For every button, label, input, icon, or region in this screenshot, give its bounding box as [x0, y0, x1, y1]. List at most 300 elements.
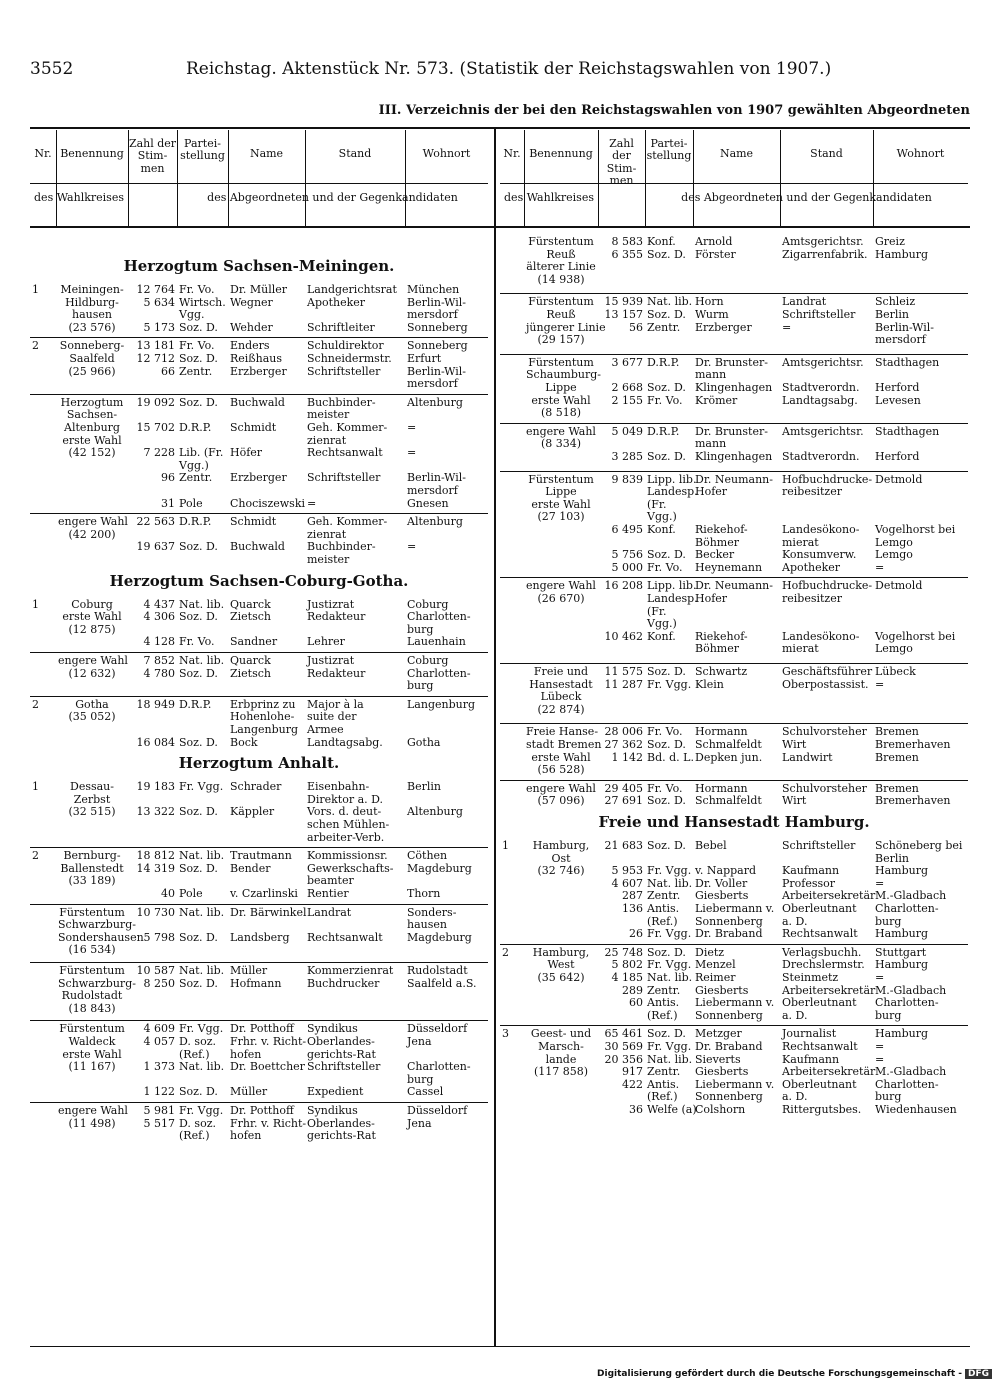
wahlkreis-name: (12 632): [68, 666, 116, 680]
party: Antis.: [647, 996, 680, 1010]
candidate-name: Bebel: [695, 839, 727, 852]
head-mid-rule: [30, 183, 488, 184]
party: Vgg.): [647, 617, 677, 631]
party: Antis.: [647, 1077, 680, 1091]
party: D.R.P.: [179, 515, 212, 529]
candidate-name: Dr. Potthoff: [230, 1104, 294, 1117]
party: Fr. Vo.: [179, 635, 215, 649]
party: D.R.P.: [179, 421, 212, 434]
candidate-name: Hormann: [695, 781, 748, 795]
occupation: Schriftsteller: [782, 839, 856, 852]
residence: hausen: [407, 918, 447, 932]
party: Soz. D.: [179, 540, 218, 554]
wahlkreis-name: (12 875): [68, 622, 116, 636]
residence: Lemgo: [875, 548, 913, 562]
residence: =: [407, 421, 417, 434]
occupation: Schulvorsteher: [782, 725, 867, 739]
wahlkreis-name: Sachsen-: [66, 408, 118, 422]
occupation: Kommerzienrat: [307, 964, 394, 977]
residence: Herford: [875, 450, 920, 463]
column-header: des Wahlkreises: [34, 191, 124, 204]
column-header: Benennung: [529, 147, 593, 160]
col-rule: [780, 130, 781, 226]
wahlkreis-name: erste Wahl: [531, 750, 591, 764]
vote-count: 10 587: [136, 964, 175, 977]
wahlkreis-name: (25 966): [68, 364, 116, 378]
party: Fr. Vo.: [647, 560, 683, 574]
party: Soz. D.: [179, 666, 218, 680]
column-header: Partei- stellung: [180, 137, 225, 163]
candidate-name: Sieverts: [695, 1052, 741, 1066]
wahlkreis-name: (29 157): [537, 333, 585, 347]
column-header: Name: [249, 147, 284, 160]
party: Soz. D.: [647, 794, 686, 808]
candidate-name: Riekehof-: [695, 629, 748, 643]
candidate-name: Klingenhagen: [695, 381, 773, 394]
occupation: Schneidermstr.: [307, 352, 392, 365]
candidate-name: Sonnenberg: [695, 914, 763, 928]
vote-count: 16 084: [136, 735, 175, 749]
occupation: Landtagsabg.: [307, 735, 383, 749]
vote-count: 27 691: [604, 794, 643, 808]
wahlkreis-name: Ost: [551, 851, 571, 865]
party: Nat. lib.: [647, 876, 693, 890]
residence: Berlin-Wil-: [407, 295, 466, 309]
party: Soz. D.: [179, 320, 218, 334]
candidate-name: Schmalfeldt: [695, 794, 762, 808]
vote-count: 40: [161, 887, 175, 900]
candidate-name: Riekehof-: [695, 523, 748, 536]
residence: Thorn: [407, 887, 441, 900]
party: Soz. D.: [179, 976, 218, 990]
wahlkreis-name: Altenburg: [64, 421, 120, 434]
block-rule: [500, 723, 968, 724]
wahlkreis-name: Lübeck: [540, 690, 582, 704]
vote-count: 1 373: [143, 1060, 175, 1074]
column-header: Stand: [810, 147, 843, 160]
vote-count: 2 668: [611, 381, 643, 394]
residence: Vogelhorst bei: [875, 629, 956, 643]
block-rule: [500, 663, 968, 664]
candidate-name: Schrader: [230, 780, 282, 794]
occupation: Verlagsbuchh.: [782, 945, 862, 959]
vote-count: 2 155: [611, 393, 643, 407]
candidate-name: Zietsch: [230, 666, 271, 680]
party: Nat. lib.: [179, 597, 225, 611]
block-rule: [500, 780, 968, 781]
block-rule: [500, 577, 968, 578]
candidate-name: Klingenhagen: [695, 450, 773, 463]
residence: Charlotten-: [875, 996, 939, 1010]
residence: Schleiz: [875, 295, 916, 309]
wahlkreis-name: Lippe: [545, 485, 577, 499]
wahlkreis-name: Schwarzburg-: [58, 918, 136, 932]
candidate-name: Dr. Neumann-: [695, 579, 773, 593]
residence: Cöthen: [407, 849, 448, 863]
block-rule: [30, 962, 488, 963]
candidate-name: Liebermann v.: [695, 996, 775, 1010]
vote-count: 7 852: [143, 654, 175, 667]
occupation: Major à la: [307, 697, 364, 711]
wahlkreis-name: Gotha: [75, 697, 109, 711]
wahlkreis-name: Lippe: [545, 381, 577, 394]
candidate-name: Depken jun.: [695, 750, 763, 764]
vote-count: 11 287: [604, 677, 643, 691]
candidate-name: v. Nappard: [695, 864, 757, 878]
residence: burg: [407, 622, 434, 636]
occupation: Wirt: [782, 794, 807, 808]
wahlkreis-name: Freie Hanse-: [526, 725, 599, 739]
candidate-name: Klein: [695, 677, 724, 691]
wahlkreis-name: Waldeck: [68, 1035, 116, 1048]
occupation: Landgerichtsrat: [307, 283, 397, 296]
wahlkreis-name: (33 189): [68, 874, 116, 888]
wahlkreis-name: lande: [545, 1052, 577, 1066]
wahlkreis-name: (42 200): [68, 527, 116, 541]
column-header: Stand: [338, 147, 372, 160]
wahlkreis-nr: 2: [32, 697, 39, 711]
candidate-name: Müller: [230, 1085, 268, 1099]
vote-count: 96: [161, 471, 175, 485]
column-header: des Abgeordneten und der Gegenkandidaten: [207, 191, 458, 204]
occupation: zienrat: [307, 433, 347, 447]
occupation: Apotheker: [782, 560, 841, 574]
vote-count: 1 142: [611, 750, 643, 764]
wahlkreis-name: Saalfeld: [69, 352, 115, 365]
candidate-name: Liebermann v.: [695, 902, 775, 915]
occupation: mierat: [782, 535, 819, 549]
party: D. soz.: [179, 1035, 216, 1048]
residence: Bremen: [875, 781, 919, 795]
vote-count: 19 092: [136, 395, 175, 409]
residence: Sonneberg: [407, 320, 468, 334]
party: Soz. D.: [179, 735, 218, 749]
candidate-name: Dr. Brunster-: [695, 355, 768, 369]
party: Vgg.): [179, 458, 209, 472]
party: Konf.: [647, 235, 676, 248]
party: Soz. D.: [647, 247, 686, 261]
occupation: Landesökono-: [782, 629, 860, 643]
vote-count: 4 607: [611, 876, 643, 890]
vote-count: 5 953: [611, 864, 643, 878]
occupation: Kaufmann: [782, 864, 840, 878]
party: Fr. Vgg.: [179, 1022, 224, 1036]
occupation: Landrat: [782, 295, 827, 309]
vote-count: 13 322: [136, 805, 175, 819]
block-rule: [500, 944, 968, 945]
residence: Bremerhaven: [875, 794, 951, 808]
party: Fr. Vo.: [647, 725, 683, 739]
occupation: beamter: [307, 874, 354, 888]
party: Zentr.: [647, 889, 681, 903]
wahlkreis-name: hausen: [72, 308, 112, 322]
candidate-name: Buchwald: [230, 395, 285, 409]
residence: Detmold: [875, 579, 923, 593]
party: Zentr.: [647, 1065, 681, 1079]
wahlkreis-name: Reuß: [546, 308, 576, 321]
candidate-name: Dr. Boettcher: [230, 1060, 305, 1074]
occupation: reibesitzer: [782, 592, 842, 605]
occupation: Oberlandes-: [307, 1035, 375, 1048]
occupation: a. D.: [782, 1090, 808, 1104]
candidate-name: Böhmer: [695, 642, 739, 656]
candidate-name: Wegner: [230, 295, 273, 309]
wahlkreis-name: älterer Linie: [526, 260, 596, 274]
party: Soz. D.: [647, 308, 686, 321]
residence: Greiz: [875, 235, 905, 248]
occupation: =: [307, 496, 317, 510]
candidate-name: Dr. Bärwinkel: [230, 905, 307, 919]
vote-count: 26: [629, 927, 643, 941]
candidate-name: Giesberts: [695, 983, 749, 997]
occupation: gerichts-Rat: [307, 1047, 376, 1061]
residence: Rudolstadt: [407, 964, 468, 977]
wahlkreis-name: erste Wahl: [531, 497, 591, 511]
block-rule: [30, 1020, 488, 1021]
residence: Düsseldorf: [407, 1022, 468, 1036]
occupation: Hofbuchdrucke-: [782, 579, 873, 593]
residence: Berlin-Wil-: [407, 364, 466, 378]
section-title: Herzogtum Sachsen-Coburg-Gotha.: [109, 571, 409, 590]
candidate-name: Langenburg: [230, 723, 299, 736]
rule-head: [30, 226, 970, 228]
vote-count: 10 730: [136, 905, 175, 919]
occupation: a. D.: [782, 914, 808, 928]
candidate-name: Menzel: [695, 958, 736, 972]
residence: burg: [407, 679, 434, 693]
residence: Altenburg: [407, 515, 463, 529]
wahlkreis-name: (56 528): [537, 763, 585, 777]
vote-count: 18 812: [136, 849, 175, 863]
wahlkreis-name: Ballenstedt: [60, 861, 124, 875]
occupation: Buchbinder-: [307, 540, 376, 554]
page-number: 3552: [30, 59, 74, 79]
vote-count: 8 583: [611, 235, 643, 248]
wahlkreis-name: (18 843): [68, 1001, 116, 1015]
party: Fr. Vgg.: [179, 1104, 224, 1117]
candidate-name: Dr. Braband: [695, 1040, 763, 1053]
wahlkreis-name: (35 642): [537, 971, 585, 984]
candidate-name: Quarck: [230, 597, 271, 611]
occupation: mierat: [782, 642, 819, 656]
occupation: Redakteur: [307, 666, 366, 680]
candidate-name: v. Czarlinski: [230, 887, 298, 900]
party: Soz. D.: [647, 381, 686, 394]
wahlkreis-name: (57 096): [537, 794, 585, 808]
vote-count: 422: [622, 1077, 643, 1091]
residence: Vogelhorst bei: [875, 523, 956, 536]
wahlkreis-name: erste Wahl: [531, 393, 591, 407]
occupation: Oberleutnant: [782, 1077, 857, 1091]
column-header: des Abgeordneten und der Gegenkandidaten: [681, 191, 932, 204]
occupation: Arbeitersekretär: [782, 1065, 876, 1079]
party: Nat. lib.: [647, 295, 693, 309]
wahlkreis-name: (32 746): [537, 864, 585, 878]
residence: Jena: [407, 1116, 432, 1130]
residence: Saalfeld a.S.: [407, 976, 477, 990]
residence: Schöneberg bei: [875, 839, 963, 852]
occupation: Stadtverordn.: [782, 381, 860, 394]
wahlkreis-name: Hamburg,: [532, 945, 590, 959]
party: Wirtsch.: [179, 295, 226, 309]
candidate-name: Zietsch: [230, 610, 271, 624]
occupation: Schriftsteller: [307, 471, 381, 485]
vote-count: 5 173: [143, 320, 175, 334]
occupation: Oberleutnant: [782, 996, 857, 1010]
occupation: Schriftsteller: [307, 1060, 381, 1074]
party: Lib. (Fr.: [179, 446, 224, 460]
candidate-name: mann: [695, 437, 727, 451]
residence: Berlin: [875, 308, 909, 321]
candidate-name: Sandner: [230, 635, 278, 649]
residence: burg: [875, 914, 902, 928]
col-rule: [405, 130, 406, 226]
party: Soz. D.: [647, 839, 686, 852]
party: Vgg.): [647, 510, 677, 524]
occupation: Hofbuchdrucke-: [782, 472, 873, 486]
candidate-name: Erbprinz zu: [230, 697, 296, 711]
occupation: meister: [307, 408, 350, 422]
residence: =: [875, 1040, 885, 1053]
footer-credit: [597, 1369, 992, 1379]
wahlkreis-name: jüngerer Linie: [526, 320, 606, 334]
vote-count: 4 306: [143, 610, 175, 624]
party: Fr. Vgg.: [647, 677, 692, 691]
vote-count: 16 208: [604, 579, 643, 593]
party: Konf.: [647, 523, 676, 536]
residence: Charlotten-: [407, 666, 471, 680]
party: Fr. Vo.: [647, 393, 683, 407]
block-rule: [30, 904, 488, 905]
party: Nat. lib.: [179, 1060, 225, 1074]
column-header: Zahl der Stim- men: [606, 137, 637, 187]
party: D.R.P.: [647, 424, 680, 438]
candidate-name: Dr. Potthoff: [230, 1022, 294, 1036]
block-rule: [30, 337, 488, 338]
vote-count: 7 228: [143, 446, 175, 460]
candidate-name: Erzberger: [695, 320, 752, 334]
block-rule: [30, 1102, 488, 1103]
occupation: Geh. Kommer-: [307, 421, 388, 434]
candidate-name: Sonnenberg: [695, 1090, 763, 1104]
party: Fr. Vo.: [647, 781, 683, 795]
vote-count: 19 183: [136, 780, 175, 794]
wahlkreis-name: (16 534): [68, 943, 116, 957]
section-title: Herzogtum Anhalt.: [178, 754, 340, 773]
occupation: Schriftsteller: [782, 308, 856, 321]
column-header: Nr.: [34, 147, 52, 160]
block-rule: [500, 423, 968, 424]
party: Fr. Vo.: [179, 339, 215, 353]
block-rule: [500, 293, 968, 294]
vote-count: 4 057: [143, 1035, 175, 1048]
col-rule: [524, 130, 525, 226]
column-header: Wohnort: [422, 147, 471, 160]
party: Soz. D.: [647, 450, 686, 463]
party: Nat. lib.: [647, 1052, 693, 1066]
candidate-name: Sonnenberg: [695, 1008, 763, 1022]
wahlkreis-name: engere Wahl: [526, 579, 596, 593]
candidate-name: mann: [695, 368, 727, 382]
block-rule: [500, 354, 968, 355]
party: D.R.P.: [179, 697, 212, 711]
wahlkreis-name: Fürstentum: [59, 1022, 125, 1036]
occupation: Landesökono-: [782, 523, 860, 536]
occupation: Oberlandes-: [307, 1116, 375, 1130]
vote-count: 5 634: [143, 295, 175, 309]
wahlkreis-name: Hansestadt: [529, 677, 593, 691]
occupation: Landtagsabg.: [782, 393, 858, 407]
vote-count: 13 157: [604, 308, 643, 321]
candidate-name: Horn: [695, 295, 724, 309]
occupation: Kaufmann: [782, 1052, 840, 1066]
party: Lipp. lib.: [647, 472, 697, 486]
party: Fr. Vo.: [179, 283, 215, 296]
wahlkreis-name: (35 052): [68, 710, 116, 724]
vote-count: 6 355: [611, 247, 643, 261]
candidate-name: Dr. Braband: [695, 927, 763, 941]
candidate-name: Reißhaus: [230, 352, 283, 365]
candidate-name: Quarck: [230, 654, 271, 667]
candidate-name: Bender: [230, 861, 271, 875]
occupation: Zigarrenfabrik.: [782, 247, 868, 261]
vote-count: 21 683: [604, 839, 643, 852]
block-rule: [30, 696, 488, 697]
candidate-name: Trautmann: [230, 849, 292, 863]
residence: Altenburg: [407, 805, 463, 819]
occupation: arbeiter-Verb.: [307, 830, 385, 844]
party: Pole: [179, 887, 203, 900]
residence: Detmold: [875, 472, 923, 486]
party: Nat. lib.: [179, 849, 225, 863]
wahlkreis-name: erste Wahl: [62, 433, 122, 447]
wahlkreis-name: Hamburg,: [532, 839, 590, 852]
wahlkreis-name: Zerbst: [73, 792, 111, 806]
vote-count: 5 517: [143, 1116, 175, 1130]
party: Zentr.: [647, 320, 681, 334]
vote-count: 5 756: [611, 548, 643, 562]
party: (Ref.): [647, 1008, 678, 1022]
wahlkreis-name: Coburg: [71, 597, 113, 611]
occupation: =: [782, 320, 792, 334]
col-rule: [305, 130, 306, 226]
occupation: Buchbinder-: [307, 395, 376, 409]
vote-count: 60: [629, 996, 643, 1010]
residence: burg: [875, 1090, 902, 1104]
occupation: Kommissionsr.: [307, 849, 388, 863]
residence: Charlotten-: [875, 902, 939, 915]
residence: Düsseldorf: [407, 1104, 468, 1117]
party: Soz. D.: [179, 805, 218, 819]
residence: Berlin: [407, 780, 441, 794]
occupation: Direktor a. D.: [307, 792, 384, 806]
party: Antis.: [647, 902, 680, 915]
vote-count: 917: [622, 1065, 643, 1079]
wahlkreis-nr: 3: [502, 1027, 509, 1041]
candidate-name: Schwartz: [695, 665, 748, 678]
party: Soz. D.: [647, 1027, 686, 1041]
residence: =: [407, 540, 417, 554]
residence: Cassel: [407, 1085, 444, 1099]
occupation: Eisenbahn-: [307, 780, 370, 794]
occupation: meister: [307, 553, 350, 566]
vote-count: 14 319: [136, 861, 175, 875]
vote-count: 11 575: [604, 665, 643, 678]
col-rule: [873, 130, 874, 226]
residence: Stuttgart: [875, 945, 927, 959]
occupation: Justizrat: [307, 654, 355, 667]
party: Nat. lib.: [647, 971, 693, 984]
